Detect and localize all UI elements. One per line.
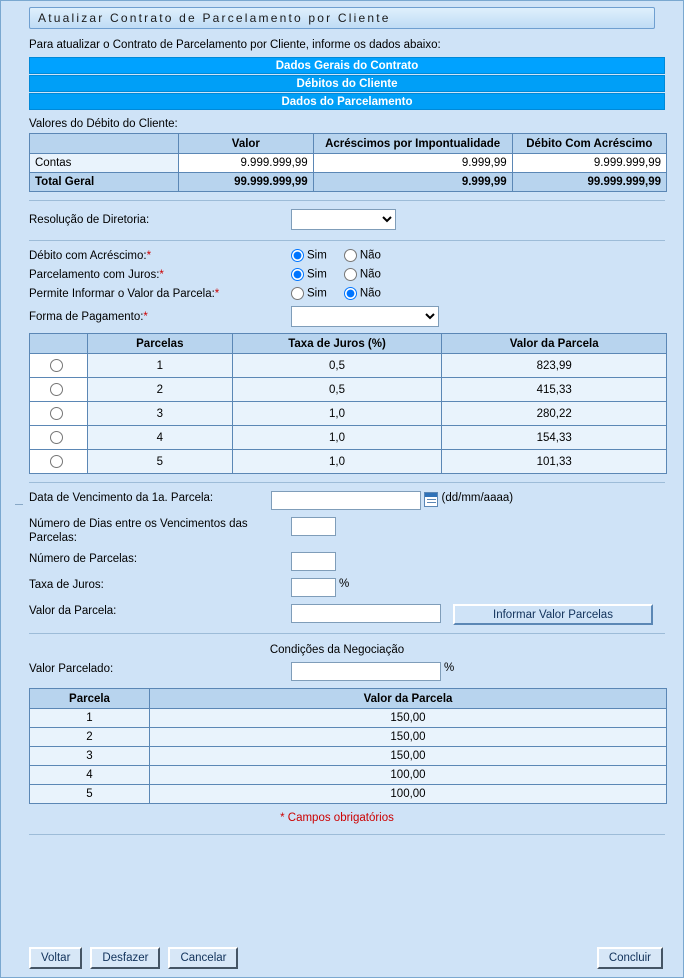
table-row (30, 154, 667, 173)
valores-header-debito: Débito Com Acréscimo (512, 134, 666, 154)
parcelas-row-taxa: 1,0 (232, 450, 442, 474)
forma-pagamento-label: Forma de Pagamento:* (29, 310, 148, 323)
taxa-juros-row (29, 578, 683, 597)
parcelas-row-radio-cell[interactable] (30, 450, 88, 474)
table-row-total (30, 173, 667, 192)
divider-3 (29, 482, 665, 483)
parcelas-row-radio-cell[interactable] (30, 354, 88, 378)
parcelas-row-radio[interactable] (50, 383, 63, 396)
footer-right-group (597, 947, 663, 969)
data-formato-hint: (dd/mm/aaaa) (441, 492, 514, 504)
section-bar-dados-gerais[interactable]: Dados Gerais do Contrato (29, 57, 665, 74)
numero-dias-row (29, 517, 683, 545)
parcelas-row-radio[interactable] (50, 407, 63, 420)
total-debito: 99.999.999,99 (512, 173, 666, 192)
campos-obrigatorios-note: * Campos obrigatórios (280, 812, 394, 824)
condicoes-row-parcela: 1 (30, 709, 150, 728)
page-title: Atualizar Contrato de Parcelamento por Cliente (38, 11, 391, 25)
total-label: Total Geral (30, 173, 179, 192)
parcelas-row-valor: 101,33 (442, 450, 667, 474)
condicoes-title: Condições da Negociação (269, 644, 405, 656)
parcelas-row-parcelas: 3 (87, 402, 232, 426)
window-title-bar (29, 7, 655, 29)
resolucao-label: Resolução de Diretoria: (29, 213, 150, 226)
condicoes-header-valor: Valor da Parcela (150, 689, 667, 709)
table-header-row (30, 689, 667, 709)
numero-dias-input[interactable] (291, 517, 336, 536)
condicoes-row-parcela: 3 (30, 747, 150, 766)
parcelamento-juros-radios (291, 268, 393, 281)
valores-header-acrescimos: Acréscimos por Impontualidade (313, 134, 512, 154)
condicoes-row-parcela: 5 (30, 785, 150, 804)
parcelas-row-taxa: 1,0 (232, 402, 442, 426)
parcelas-row-parcelas: 4 (87, 426, 232, 450)
table-row[interactable] (30, 402, 667, 426)
calendar-icon[interactable] (424, 492, 438, 507)
parcelas-row-radio[interactable] (50, 359, 63, 372)
divider-4 (29, 633, 665, 634)
numero-dias-label: Número de Dias entre os Vencimentos das Parcelas: (29, 518, 248, 544)
parcelas-row-valor: 280,22 (442, 402, 667, 426)
debito-acrescimo-nao[interactable] (344, 249, 381, 262)
table-row[interactable] (30, 354, 667, 378)
valores-row-acrescimos: 9.999,99 (313, 154, 512, 173)
taxa-juros-label: Taxa de Juros: (29, 579, 104, 591)
data-vencimento-label: Data de Vencimento da 1a. Parcela: (29, 492, 214, 504)
divider-5 (29, 834, 665, 835)
parcelamento-juros-row (29, 268, 683, 281)
condicoes-table (29, 688, 667, 804)
table-row (30, 747, 667, 766)
resolucao-row (29, 209, 683, 230)
permite-valor-nao-label: Não (359, 287, 381, 300)
table-row[interactable] (30, 378, 667, 402)
numero-parcelas-label: Número de Parcelas: (29, 553, 138, 565)
parcelas-header-valor: Valor da Parcela (442, 334, 667, 354)
cancelar-button[interactable]: Cancelar (168, 947, 238, 969)
valor-parcelado-input[interactable] (291, 662, 441, 681)
total-valor: 99.999.999,99 (179, 173, 314, 192)
condicoes-row-valor: 100,00 (150, 785, 667, 804)
left-edge-tick (15, 504, 23, 505)
debito-acrescimo-row (29, 249, 683, 262)
permite-valor-nao[interactable] (344, 287, 381, 300)
numero-parcelas-input[interactable] (291, 552, 336, 571)
condicoes-row-parcela: 4 (30, 766, 150, 785)
parcelamento-juros-label: Parcelamento com Juros:* (29, 268, 164, 281)
parcelas-row-valor: 154,33 (442, 426, 667, 450)
valores-row-debito: 9.999.999,99 (512, 154, 666, 173)
valores-header-valor: Valor (179, 134, 314, 154)
parcelas-row-radio-cell[interactable] (30, 378, 88, 402)
valor-parcela-label: Valor da Parcela: (29, 605, 117, 617)
debito-acrescimo-sim-label: Sim (307, 249, 327, 262)
table-row (30, 785, 667, 804)
parcelas-row-parcelas: 1 (87, 354, 232, 378)
divider (29, 200, 665, 201)
parcelas-row-radio-cell[interactable] (30, 402, 88, 426)
permite-valor-sim-radio[interactable] (291, 287, 304, 300)
valor-parcelado-row (29, 662, 683, 681)
condicoes-row-valor: 150,00 (150, 709, 667, 728)
condicoes-row-parcela: 2 (30, 728, 150, 747)
valores-caption: Valores do Débito do Cliente: (29, 118, 178, 130)
forma-pagamento-select[interactable] (291, 306, 439, 327)
parcelas-row-taxa: 1,0 (232, 426, 442, 450)
parcelas-row-radio[interactable] (50, 431, 63, 444)
valor-parcela-input[interactable] (291, 604, 441, 623)
debito-acrescimo-sim[interactable] (291, 249, 327, 262)
debito-acrescimo-nao-radio[interactable] (344, 249, 357, 262)
numero-parcelas-row (29, 552, 683, 571)
total-acrescimos: 9.999,99 (313, 173, 512, 192)
informar-valor-parcelas-button[interactable]: Informar Valor Parcelas (453, 604, 653, 625)
parcelas-row-radio-cell[interactable] (30, 426, 88, 450)
parcelamento-juros-nao-label: Não (359, 268, 381, 281)
parcelas-row-valor: 415,33 (442, 378, 667, 402)
debito-acrescimo-nao-label: Não (359, 249, 381, 262)
valor-parcelado-label: Valor Parcelado: (29, 663, 114, 675)
section-bar-debitos-cliente[interactable]: Débitos do Cliente (29, 75, 665, 92)
table-row (30, 709, 667, 728)
data-vencimento-input[interactable] (271, 491, 421, 510)
concluir-button[interactable]: Concluir (597, 947, 663, 969)
taxa-juros-input[interactable] (291, 578, 336, 597)
condicoes-row-valor: 150,00 (150, 747, 667, 766)
table-row (30, 766, 667, 785)
data-vencimento-row (29, 491, 683, 510)
table-row (30, 728, 667, 747)
permite-valor-radios (291, 287, 393, 300)
permite-valor-sim-label: Sim (307, 287, 327, 300)
debito-acrescimo-sim-radio[interactable] (291, 249, 304, 262)
taxa-juros-suffix: % (339, 578, 350, 590)
parcelamento-juros-sim-label: Sim (307, 268, 327, 281)
forma-pagamento-row (29, 306, 683, 327)
debito-acrescimo-label: Débito com Acréscimo:* (29, 249, 152, 262)
permite-valor-label: Permite Informar o Valor da Parcela:* (29, 287, 220, 300)
parcelas-header-parcelas: Parcelas (87, 334, 232, 354)
parcelas-row-taxa: 0,5 (232, 378, 442, 402)
parcelas-row-taxa: 0,5 (232, 354, 442, 378)
voltar-button[interactable]: Voltar (29, 947, 82, 969)
footer-buttons (1, 947, 683, 969)
valores-row-label: Contas (30, 154, 179, 173)
parcelas-header-taxa: Taxa de Juros (%) (232, 334, 442, 354)
resolucao-select[interactable] (291, 209, 396, 230)
intro-text: Para atualizar o Contrato de Parcelamento por Cliente, informe os dados abaixo: (29, 39, 441, 51)
valores-row-valor: 9.999.999,99 (179, 154, 314, 173)
divider-2 (29, 240, 665, 241)
parcelamento-juros-sim-radio[interactable] (291, 268, 304, 281)
table-header-row (30, 134, 667, 154)
section-bar-dados-parcelamento[interactable]: Dados do Parcelamento (29, 93, 665, 110)
parcelas-header-select (30, 334, 88, 354)
condicoes-header-parcela: Parcela (30, 689, 150, 709)
valores-header-empty (30, 134, 179, 154)
parcelas-row-valor: 823,99 (442, 354, 667, 378)
table-header-row (30, 334, 667, 354)
parcelas-row-radio[interactable] (50, 455, 63, 468)
parcelamento-juros-sim[interactable] (291, 268, 327, 281)
valores-debito-table (29, 133, 667, 192)
condicoes-row-valor: 100,00 (150, 766, 667, 785)
permite-valor-nao-radio[interactable] (344, 287, 357, 300)
debito-acrescimo-radios (291, 249, 393, 262)
parcelamento-juros-nao[interactable] (344, 268, 381, 281)
parcelas-row-parcelas: 5 (87, 450, 232, 474)
permite-valor-row (29, 287, 683, 300)
table-row[interactable] (30, 450, 667, 474)
valor-parcelado-suffix: % (444, 662, 455, 674)
valor-parcela-row (29, 604, 683, 625)
parcelas-row-parcelas: 2 (87, 378, 232, 402)
desfazer-button[interactable]: Desfazer (90, 947, 160, 969)
condicoes-row-valor: 150,00 (150, 728, 667, 747)
parcelamento-juros-nao-radio[interactable] (344, 268, 357, 281)
parcelas-table (29, 333, 667, 474)
table-row[interactable] (30, 426, 667, 450)
footer-left-group (29, 947, 238, 969)
permite-valor-sim[interactable] (291, 287, 327, 300)
